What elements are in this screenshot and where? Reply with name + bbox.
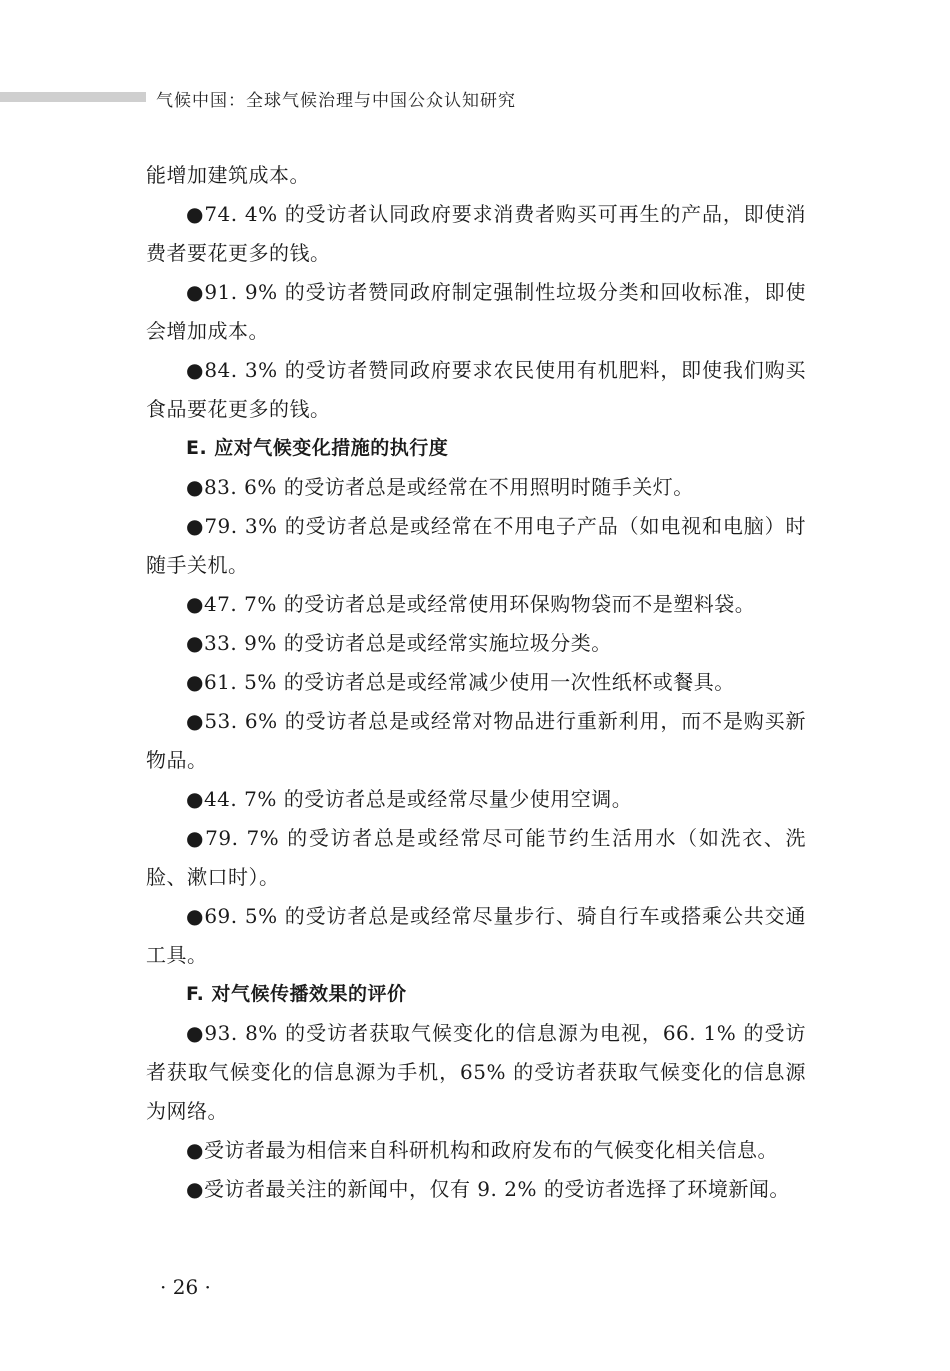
bullet-garbage-sorting: ●91. 9% 的受访者赞同政府制定强制性垃圾分类和回收标准，即使会增加成本。 xyxy=(146,280,806,343)
section-e-heading: E. 应对气候变化措施的执行度 xyxy=(186,437,449,459)
list-item: ●79. 3% 的受访者总是或经常在不用电子产品（如电视和电脑）时随手关机。 xyxy=(146,514,806,577)
list-item: ●69. 5% 的受访者总是或经常尽量步行、骑自行车或搭乘公共交通工具。 xyxy=(146,904,806,967)
list-item: ●受访者最关注的新闻中，仅有 9. 2% 的受访者选择了环境新闻。 xyxy=(186,1177,790,1201)
list-item: ●受访者最为相信来自科研机构和政府发布的气候变化相关信息。 xyxy=(186,1138,778,1162)
list-item: ●83. 6% 的受访者总是或经常在不用照明时随手关灯。 xyxy=(186,475,694,499)
section-f-heading: F. 对气候传播效果的评价 xyxy=(186,983,407,1005)
page-body xyxy=(146,156,806,1209)
header-decorative-bar xyxy=(0,92,146,102)
list-item: ●79. 7% 的受访者总是或经常尽可能节约生活用水（如洗衣、洗脸、漱口时）。 xyxy=(146,826,806,889)
bullet-organic-fertilizer: ●84. 3% 的受访者赞同政府要求农民使用有机肥料，即使我们购买食品要花更多的钱。 xyxy=(146,358,806,421)
list-item: ●33. 9% 的受访者总是或经常实施垃圾分类。 xyxy=(186,631,612,655)
running-header-title: 气候中国：全球气候治理与中国公众认知研究 xyxy=(156,91,516,111)
list-item: ●47. 7% 的受访者总是或经常使用环保购物袋而不是塑料袋。 xyxy=(186,592,756,616)
list-item: ●93. 8% 的受访者获取气候变化的信息源为电视，66. 1% 的受访者获取气候变化的信息源为手机，65% 的受访者获取气候变化的信息源为网络。 xyxy=(146,1021,806,1123)
page-number: · 26 · xyxy=(160,1275,211,1299)
paragraph-continued: 能增加建筑成本。 xyxy=(146,163,310,187)
list-item: ●53. 6% 的受访者总是或经常对物品进行重新利用，而不是购买新物品。 xyxy=(146,709,806,772)
list-item: ●44. 7% 的受访者总是或经常尽量少使用空调。 xyxy=(186,787,633,811)
bullet-renewable-products: ●74. 4% 的受访者认同政府要求消费者购买可再生的产品，即使消费者要花更多的钱。 xyxy=(146,202,806,265)
list-item: ●61. 5% 的受访者总是或经常减少使用一次性纸杯或餐具。 xyxy=(186,670,735,694)
